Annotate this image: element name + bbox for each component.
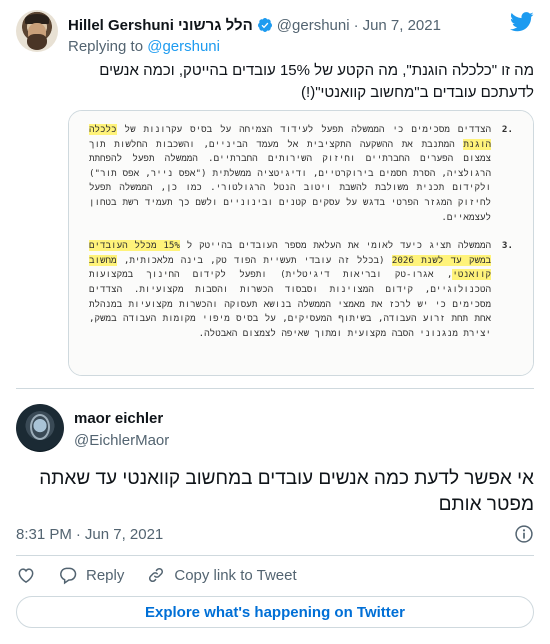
replying-mention-link[interactable]: @gershuni (147, 38, 220, 55)
author-handle[interactable]: @gershuni (276, 16, 350, 34)
explore-twitter-button[interactable]: Explore what's happening on Twitter (16, 596, 534, 628)
document-paragraph-number: .3 (501, 240, 513, 252)
document-paragraph (89, 239, 513, 341)
twitter-logo-icon[interactable] (510, 12, 534, 32)
author-name[interactable]: Hillel Gershuni הלל גרשוני (68, 16, 253, 34)
like-button[interactable] (16, 565, 36, 585)
document-text: הצדדים מסכימים כי הממשלה תפעל לעידוד הצמיחה על בסיס עקרונות של (116, 124, 491, 135)
document-list (89, 123, 513, 355)
highlighted-phrase: מחשוב קוואנטי (89, 254, 491, 281)
divider (16, 388, 534, 389)
link-icon (146, 565, 166, 585)
replying-label: Replying to (68, 38, 144, 55)
reply-time[interactable]: 8:31 PM (16, 526, 72, 543)
document-text: המתנבת את ההשקעה התקציבית אל מעמד הביניים, והשכבות החלשות תוך צמצום הפערים החברתיים וחיזוק השירותים החברתיים. הממשלה תפעל להפחתת הרגולציה, הסרת חסמים בירוקרטיים, ודיגיטציה ממשלתית ("אפס נייר, אפס תור") ולקידום תכנית משולבת להשבת ויטוב הנטל הרגולטורי. כמו כן, הממשלה תפעל לחיזוק המגזר הפרטי בדגש על עסקים קטנים ובינוניים ולשם כך תעמיד רשת בטחון לעצמאיים. (89, 138, 491, 223)
author-avatar[interactable] (16, 10, 58, 52)
replying-to-line (68, 38, 220, 55)
tweet-text: מה זו "כלכלה הוגנת", מה הקטע של 15% עובדים בהייטק, וכמה אנשים לדעתכם עובדים ב"מחשוב קוואנטי"(!) (99, 62, 534, 101)
document-text: (בכלל זה עובדי תעשיית הפוד טק, בינה מלאכותית, (116, 254, 392, 266)
tweet-media-image[interactable] (68, 110, 534, 376)
highlighted-phrase: 15% מכלל העובדים במשק עד לשנת 2026 (89, 240, 491, 266)
info-icon[interactable] (514, 524, 534, 544)
separator-dot: · (353, 16, 359, 34)
divider (16, 555, 534, 556)
reply-author-handle[interactable]: @EichlerMaor (74, 432, 170, 449)
reply-label: Reply (86, 566, 125, 584)
reply-author-avatar[interactable] (16, 404, 64, 452)
verified-badge-icon (257, 17, 273, 33)
action-bar (16, 562, 319, 588)
tweet-date[interactable]: Jun 7, 2021 (362, 16, 441, 34)
copy-link-label: Copy link to Tweet (174, 566, 297, 584)
reply-bubble-icon (58, 565, 78, 585)
reply-timestamp[interactable] (16, 526, 163, 543)
document-text: , אגרו-טק ובריאות דיגיטלית) ותפעל לקידום החינוך במקצועות הטכנולוגיים, קידום המצוינות וסבסוד הכשרות והסבות מקצועיות. הצדדים מסכימים כי יש לרכז את מאמצי הממשלה בנושא תעסוקה והכשרות מקצועיות במנהלת אחת תחת זרוע העבודה, בשיתוף המעסיקים, על בסיס מיפוי מקומות העבודה במשק, יצירת מנגנוני הסבה מקצועית ומתוך שאיפה לצמצום האבטלה. (89, 269, 491, 339)
document-text: הממשלה תציג כיעד לאומי את העלאת מספר העובדים בהייטק ל (179, 240, 491, 252)
reply-button[interactable] (58, 565, 124, 585)
document-scan (69, 111, 533, 375)
heart-icon (16, 565, 36, 585)
copy-link-button[interactable] (146, 565, 296, 585)
reply-date[interactable]: Jun 7, 2021 (84, 526, 164, 543)
separator-dot: · (75, 526, 81, 543)
document-paragraph (89, 123, 513, 225)
tweet-header (68, 14, 441, 36)
reply-author-name[interactable]: maor eichler (74, 410, 164, 427)
document-paragraph-number: .2 (501, 124, 513, 135)
reply-text: אי אפשר לדעת כמה אנשים עובדים במחשוב קוואנטי עד שאתה מפטר אותם (39, 468, 534, 515)
highlighted-phrase: כלכלה הוגנת (89, 124, 491, 150)
